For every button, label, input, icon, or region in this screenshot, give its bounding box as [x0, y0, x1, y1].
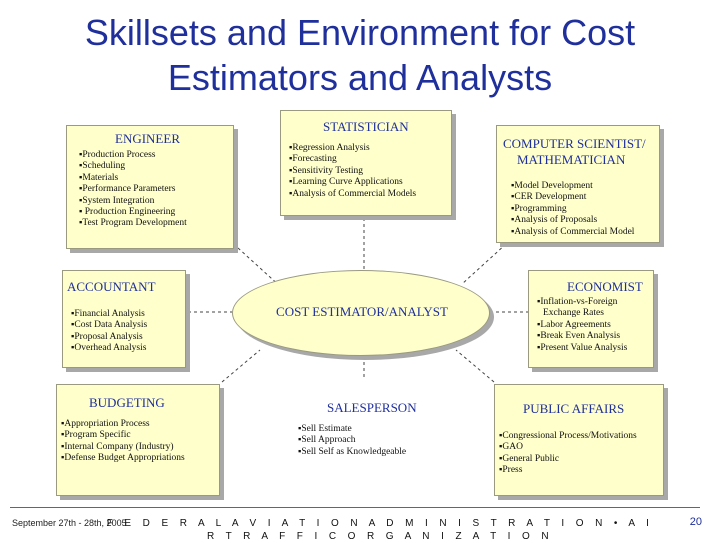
public-affairs-box — [494, 384, 664, 496]
list-item: ▪ GAO — [499, 442, 637, 453]
connector-budgeting — [222, 350, 260, 382]
statistician-list — [289, 143, 416, 200]
title-line-1: Skillsets and Environment for Cost — [84, 12, 636, 53]
economist-title: ECONOMIST — [567, 279, 643, 294]
list-item: ▪ CER Development — [511, 192, 634, 203]
list-item: ▪ Break Even Analysis — [537, 331, 627, 342]
footer-date: September 27th - 28th, 2005 — [12, 518, 127, 528]
list-item: ▪ Production Process — [79, 150, 187, 161]
accountant-box — [62, 270, 186, 368]
list-item: ▪ Present Value Analysis — [537, 343, 627, 354]
engineer-box — [66, 125, 234, 249]
list-item: ▪ Performance Parameters — [79, 184, 187, 195]
computer-scientist-list — [511, 181, 634, 238]
list-item: ▪ Cost Data Analysis — [71, 320, 147, 331]
list-item: ▪ Congressional Process/Motivations — [499, 431, 637, 442]
list-item: ▪ Internal Company (Industry) — [61, 442, 185, 453]
computer-scientist-box — [496, 125, 660, 243]
footer-divider — [10, 507, 700, 508]
list-item: ▪ Forecasting — [289, 154, 416, 165]
accountant-list — [71, 309, 147, 355]
list-item: ▪ Programming — [511, 204, 634, 215]
list-item: ▪ Overhead Analysis — [71, 343, 147, 354]
list-item: ▪ Analysis of Commercial Model — [511, 227, 634, 238]
list-item: ▪ System Integration — [79, 196, 187, 207]
title-line-2: Estimators and Analysts — [167, 57, 553, 98]
list-item: ▪ Proposal Analysis — [71, 332, 147, 343]
list-item: ▪ Model Development — [511, 181, 634, 192]
economist-item-continuation: Exchange Rates — [543, 308, 604, 318]
list-item: ▪ Labor Agreements — [537, 320, 627, 331]
statistician-box — [280, 110, 452, 216]
economist-box — [528, 270, 654, 368]
list-item: ▪ Regression Analysis — [289, 143, 416, 154]
economist-list — [537, 297, 617, 308]
salesperson-list — [298, 424, 406, 458]
public-affairs-title: PUBLIC AFFAIRS — [523, 401, 625, 416]
list-item: ▪ Sell Approach — [298, 435, 406, 446]
engineer-list — [79, 150, 187, 230]
list-item: ▪ Analysis of Commercial Models — [289, 189, 416, 200]
list-item: ▪ Analysis of Proposals — [511, 215, 634, 226]
budgeting-title: BUDGETING — [89, 395, 165, 410]
cost-estimator-ellipse — [232, 270, 490, 356]
list-item: ▪ Inflation-vs-Foreign — [537, 297, 617, 308]
public-affairs-list — [499, 431, 637, 477]
salesperson-title: SALESPERSON — [327, 400, 417, 415]
computer-scientist-title-1: COMPUTER SCIENTIST/ — [503, 136, 646, 151]
connector-computer-scientist — [462, 244, 506, 284]
page-number: 20 — [689, 516, 702, 528]
engineer-title: ENGINEER — [115, 131, 180, 146]
list-item: ▪ Press — [499, 465, 637, 476]
list-item: ▪ Defense Budget Appropriations — [61, 453, 185, 464]
list-item: ▪ Test Program Development — [79, 218, 187, 229]
list-item: ▪ Sell Estimate — [298, 424, 406, 435]
list-item: ▪ Financial Analysis — [71, 309, 147, 320]
list-item: ▪ Sell Self as Knowledgeable — [298, 447, 406, 458]
budgeting-list — [61, 419, 185, 465]
list-item: ▪ Production Engineering — [79, 207, 187, 218]
list-item: ▪ Sensitivity Testing — [289, 166, 416, 177]
list-item: ▪ Appropriation Process — [61, 419, 185, 430]
budgeting-box — [56, 384, 220, 496]
statistician-title: STATISTICIAN — [323, 119, 409, 134]
connector-public-affairs — [456, 350, 494, 382]
computer-scientist-title-2: MATHEMATICIAN — [517, 152, 626, 167]
list-item: ▪ Materials — [79, 173, 187, 184]
cost-estimator-label: COST ESTIMATOR/ANALYST — [276, 304, 448, 319]
list-item: ▪ Scheduling — [79, 161, 187, 172]
list-item: ▪ Learning Curve Applications — [289, 177, 416, 188]
economist-list-rest — [537, 320, 627, 354]
accountant-title: ACCOUNTANT — [67, 279, 156, 294]
footer-organization: F E D E R A L A V I A T I O N A D M I N I S T R A T I O N • A I R T R A F F I C O R G A N I Z A T I O N — [106, 518, 654, 542]
list-item: ▪ Program Specific — [61, 430, 185, 441]
list-item: ▪ General Public — [499, 454, 637, 465]
